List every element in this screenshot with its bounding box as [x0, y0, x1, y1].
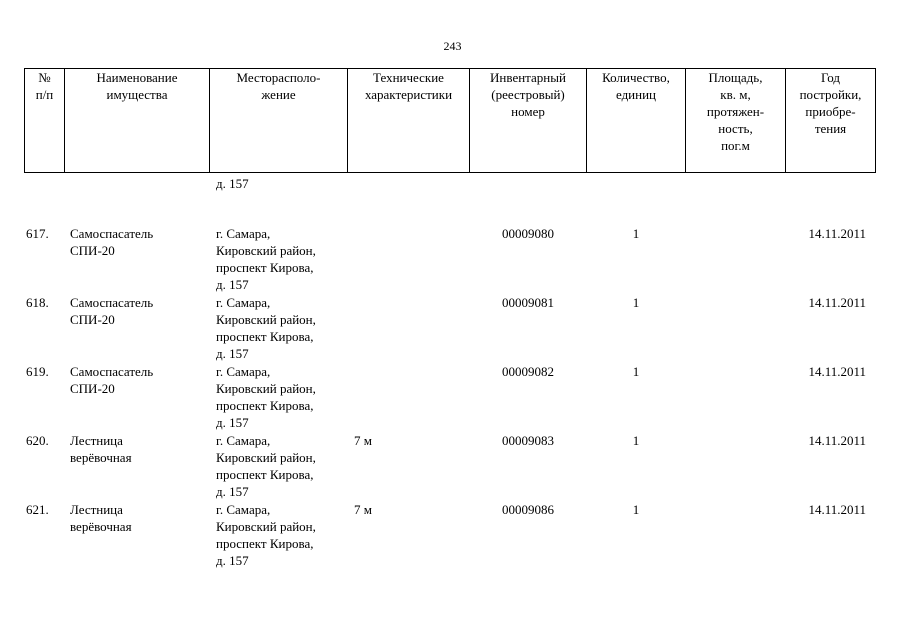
row-inventory: 00009081	[502, 295, 554, 310]
row-year: 14.11.2011	[808, 433, 866, 448]
header-cell-name: Наименование имущества	[96, 70, 178, 102]
row-location: г. Самара, Кировский район, проспект Кирова, д. 157	[216, 226, 316, 292]
row-tech: 7 м	[354, 433, 372, 448]
row-quantity: 1	[632, 433, 640, 448]
row-year: 14.11.2011	[808, 364, 866, 379]
row-year: 14.11.2011	[808, 295, 866, 310]
header-cell-inventory: Инвентарный (реестровый) номер	[490, 70, 566, 119]
row-inventory: 00009080	[502, 226, 554, 241]
row-inventory: 00009086	[502, 502, 554, 517]
row-quantity: 1	[632, 502, 640, 517]
row-location: г. Самара, Кировский район, проспект Кирова, д. 157	[216, 364, 316, 430]
header-bottom-border	[24, 172, 876, 173]
row-inventory: 00009083	[502, 433, 554, 448]
page-number: 243	[443, 39, 462, 53]
header-cell-quantity: Количество, единиц	[602, 70, 670, 102]
header-cell-number: № п/п	[35, 70, 54, 102]
row-location: г. Самара, Кировский район, проспект Кирова, д. 157	[216, 433, 316, 499]
row-number: 620.	[26, 433, 49, 448]
row-tech: 7 м	[354, 502, 372, 517]
row-name: Самоспасатель СПИ-20	[70, 226, 154, 258]
row-year: 14.11.2011	[808, 226, 866, 241]
header-cell-tech: Технические характеристики	[364, 70, 453, 102]
row-location: г. Самара, Кировский район, проспект Кирова, д. 157	[216, 295, 316, 361]
row-quantity: 1	[632, 364, 640, 379]
header-divider	[875, 68, 876, 172]
row-quantity: 1	[632, 226, 640, 241]
row-quantity: 1	[632, 295, 640, 310]
row-number: 617.	[26, 226, 49, 241]
row-number: 618.	[26, 295, 49, 310]
row-name: Самоспасатель СПИ-20	[70, 295, 154, 327]
row-number: 621.	[26, 502, 49, 517]
header-cell-location: Месторасполо- жение	[236, 70, 321, 102]
header-cell-area: Площадь, кв. м, протяжен- ность, пог.м	[706, 70, 765, 153]
row-name: Самоспасатель СПИ-20	[70, 364, 154, 396]
header-cell-year: Год постройки, приобре- тения	[799, 70, 862, 136]
row-year: 14.11.2011	[808, 502, 866, 517]
carryover-location: д. 157	[216, 176, 249, 191]
row-name: Лестница верёвочная	[70, 502, 132, 534]
row-location: г. Самара, Кировский район, проспект Кирова, д. 157	[216, 502, 316, 568]
row-name: Лестница верёвочная	[70, 433, 132, 465]
row-number: 619.	[26, 364, 49, 379]
row-inventory: 00009082	[502, 364, 554, 379]
